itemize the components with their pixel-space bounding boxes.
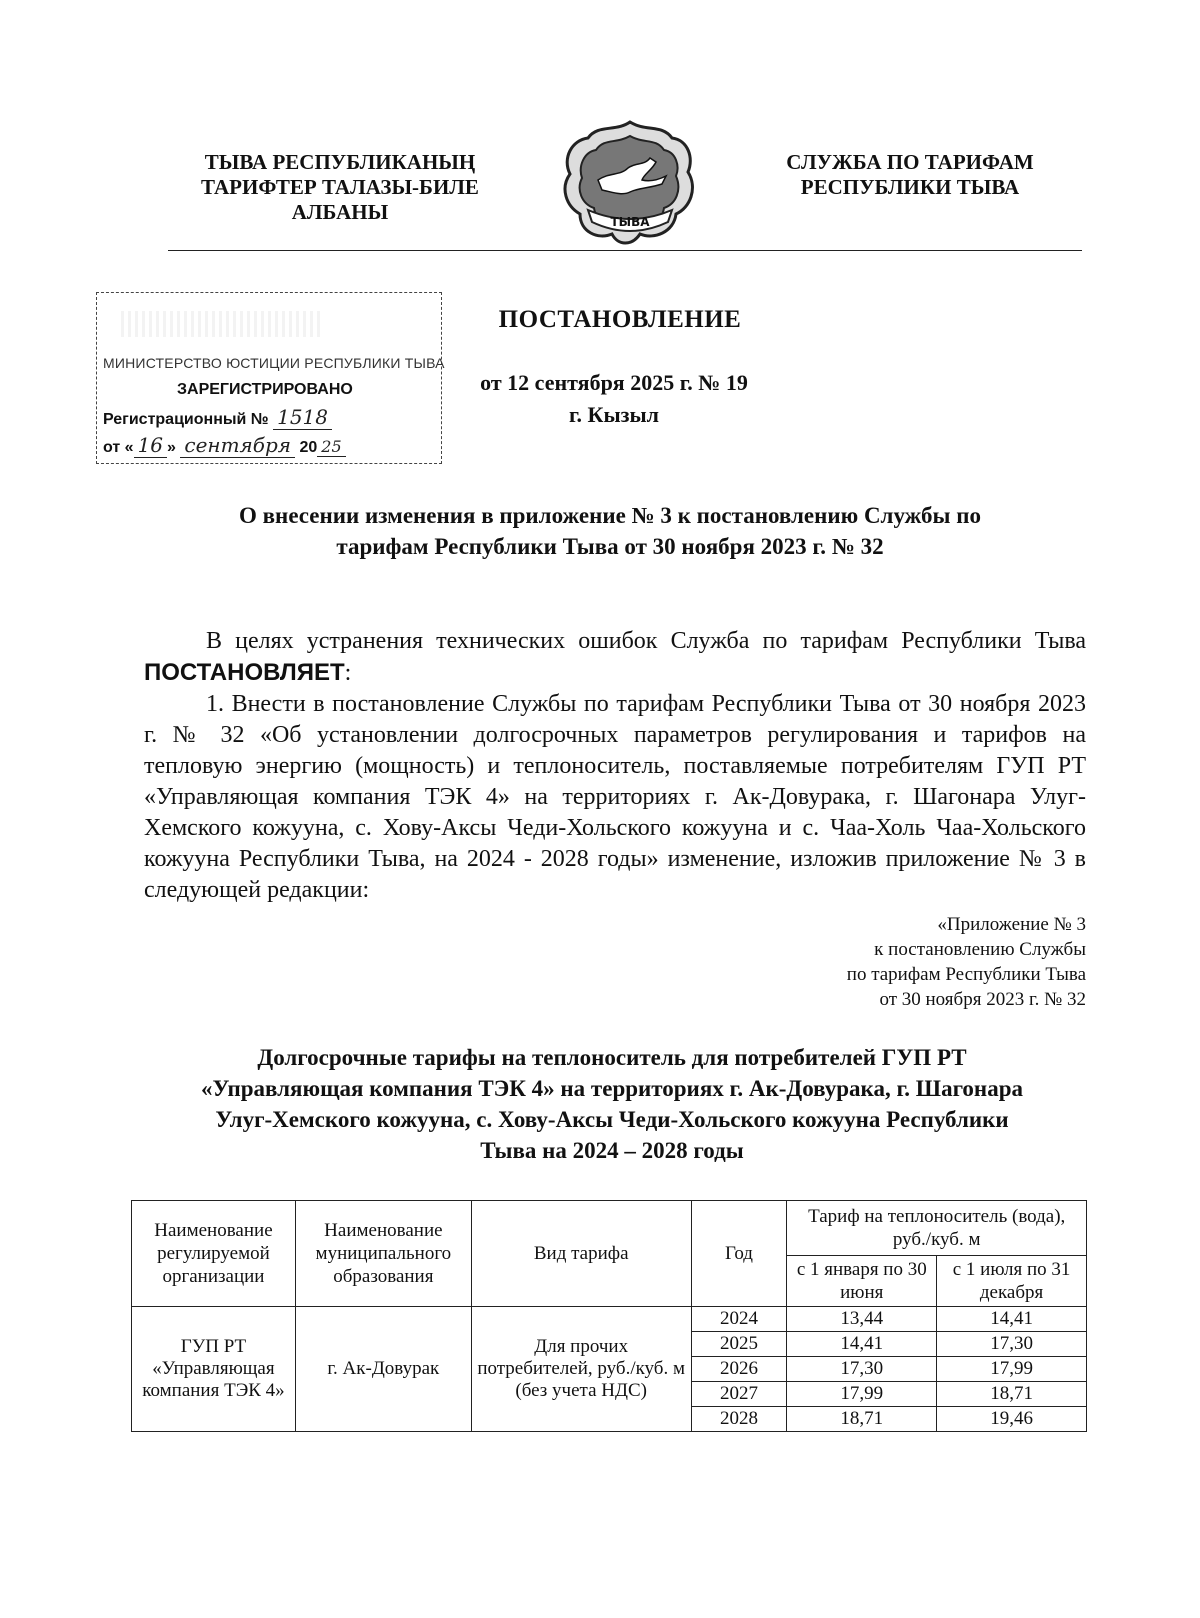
header-tariff-type: Вид тарифа: [471, 1201, 691, 1307]
issuer-name-russian: [740, 150, 1080, 200]
cell-tariff-h2: 17,30: [937, 1332, 1087, 1357]
cell-year: 2027: [691, 1382, 787, 1407]
document-subject: [150, 500, 1070, 562]
table-title-line: Тыва на 2024 – 2028 годы: [480, 1138, 744, 1163]
header-period-1: с 1 января по 30 июня: [787, 1256, 937, 1307]
preamble-text: В целях устранения технических ошибок Служба по тарифам Республики Тыва: [206, 628, 1086, 654]
cell-org: ГУП РТ «Управляющая компания ТЭК 4»: [132, 1307, 296, 1432]
subject-line: тарифам Республики Тыва от 30 ноября 2023 г. № 32: [336, 534, 884, 559]
stamp-illegible-area: [121, 311, 321, 337]
table-title-line: Долгосрочные тарифы на теплоноситель для потребителей ГУП РТ: [257, 1045, 967, 1070]
stamp-reg-label: Регистрационный №: [103, 411, 269, 428]
header-municipality: Наименование муниципального образования: [295, 1201, 471, 1307]
cell-tariff-h1: 17,99: [787, 1382, 937, 1407]
resolves-keyword: ПОСТАНОВЛЯЕТ: [144, 659, 345, 686]
cell-tariff-type: Для прочих потребителей, руб./куб. м (без учета НДС): [471, 1307, 691, 1432]
cell-tariff-h1: 17,30: [787, 1357, 937, 1382]
stamp-registration: [103, 405, 332, 429]
issuer-tuvan-line: ТАРИФТЕР ТАЛАЗЫ-БИЛЕ: [201, 175, 479, 199]
stamp-date-year-suffix: 25: [317, 437, 345, 457]
document-city: г. Кызыл: [569, 402, 659, 427]
cell-tariff-h1: 13,44: [787, 1307, 937, 1332]
table-title-line: Улуг-Хемского кожууна, с. Хову-Аксы Чеди-Хольского кожууна Республики: [215, 1107, 1009, 1132]
cell-year: 2025: [691, 1332, 787, 1357]
issuer-russian-line: РЕСПУБЛИКИ ТЫВА: [800, 175, 1020, 199]
emblem-label: ТЫВА: [610, 215, 650, 229]
stamp-date-mid: »: [167, 439, 176, 456]
cell-year: 2028: [691, 1407, 787, 1432]
header-period-2: с 1 июля по 31 декабря: [937, 1256, 1087, 1307]
cell-tariff-h2: 14,41: [937, 1307, 1087, 1332]
document-body: [144, 626, 1086, 906]
stamp-date-prefix: от «: [103, 439, 134, 456]
stamp-date: [103, 433, 346, 457]
tariff-table: [131, 1200, 1087, 1432]
body-paragraph-preamble: [144, 626, 1086, 689]
appendix-line: «Приложение № 3: [937, 914, 1086, 935]
table-title-line: «Управляющая компания ТЭК 4» на территориях г. Ак-Довурака, г. Шагонара: [201, 1076, 1023, 1101]
cell-tariff-h1: 14,41: [787, 1332, 937, 1357]
appendix-line: по тарифам Республики Тыва: [846, 964, 1086, 985]
cell-tariff-h2: 18,71: [937, 1382, 1087, 1407]
cell-tariff-h2: 19,46: [937, 1407, 1087, 1432]
header-divider: [168, 250, 1082, 251]
appendix-reference: [700, 912, 1086, 1012]
stamp-date-day: 16: [134, 433, 167, 458]
stamp-ministry: МИНИСТЕРСТВО ЮСТИЦИИ РЕСПУБЛИКИ ТЫВА: [103, 355, 445, 371]
table-title: [130, 1042, 1094, 1166]
stamp-status: ЗАРЕГИСТРИРОВАНО: [177, 381, 353, 398]
preamble-end: :: [344, 660, 352, 686]
coat-of-arms-icon: [558, 118, 702, 250]
document-date-number: от 12 сентября 2025 г. № 19: [480, 370, 748, 395]
cell-year: 2024: [691, 1307, 787, 1332]
cell-tariff-h2: 17,99: [937, 1357, 1087, 1382]
cell-tariff-h1: 18,71: [787, 1407, 937, 1432]
stamp-reg-number: 1518: [273, 405, 332, 430]
cell-year: 2026: [691, 1357, 787, 1382]
header-org: Наименование регулируемой организации: [132, 1201, 296, 1307]
document-type: ПОСТАНОВЛЕНИЕ: [498, 306, 742, 333]
body-paragraph-item-1: 1. Внести в постановление Службы по тарифам Республики Тыва от 30 ноября 2023 г. № 32 «Об установлении долгосрочных параметров регулирования и тарифов на тепловую энергию (мощность) и теплоноситель, поставляемые потребителям ГУП РТ «Управляющая компания ТЭК 4» на территориях г. Ак-Довурака, г. Шагонара Улуг-Хемского кожууна, с. Хову-Аксы Чеди-Хольского кожууна и с. Чаа-Холь Чаа-Хольского кожууна Республики Тыва, на 2024 - 2028 годы» изменение, изложив приложение № 3 в следующей редакции:: [144, 691, 1086, 903]
issuer-russian-line: СЛУЖБА ПО ТАРИФАМ: [786, 150, 1034, 174]
issuer-name-tuvan: [160, 150, 520, 225]
table-row: [132, 1307, 1087, 1332]
header-year: Год: [691, 1201, 787, 1307]
subject-line: О внесении изменения в приложение № 3 к постановлению Службы по: [239, 503, 981, 528]
issuer-tuvan-line: ТЫВА РЕСПУБЛИКАНЫҢ: [204, 150, 476, 174]
appendix-line: к постановлению Службы: [874, 939, 1086, 960]
registration-stamp: [96, 292, 445, 464]
issuer-tuvan-line: АЛБАНЫ: [291, 200, 389, 224]
header-tariff-group: Тариф на теплоноситель (вода), руб./куб. м: [787, 1201, 1087, 1256]
appendix-line: от 30 ноября 2023 г. № 32: [879, 989, 1086, 1010]
stamp-date-year-prefix: 20: [299, 439, 318, 456]
cell-municipality: г. Ак-Довурак: [295, 1307, 471, 1432]
stamp-date-month: сентября: [180, 433, 295, 458]
